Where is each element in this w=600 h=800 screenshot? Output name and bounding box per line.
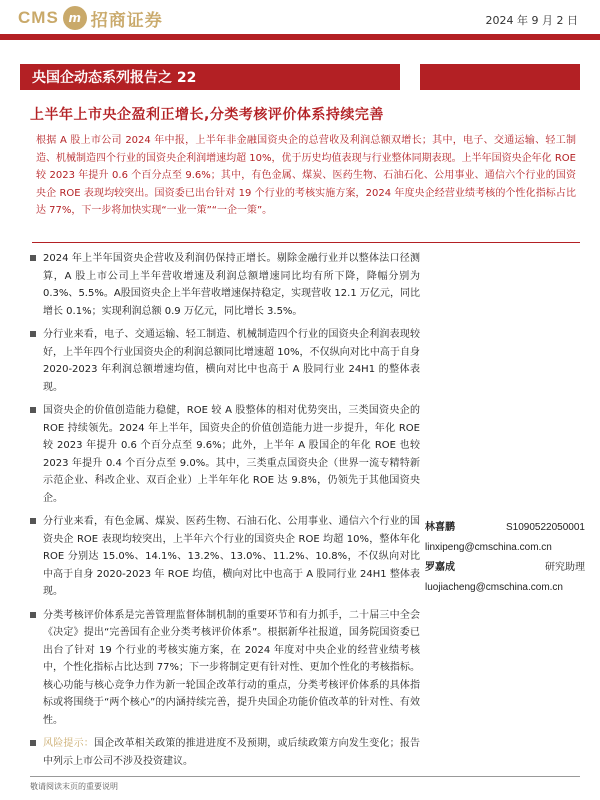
bullet-item: [30, 607, 420, 730]
square-bullet-icon: [30, 740, 36, 746]
analyst-row: [425, 558, 585, 578]
bullet-item: [30, 326, 420, 396]
series-title: [20, 64, 400, 90]
bullet-text: 2024 年上半年国资央企营收及利润仍保持正增长。剔除金融行业并以整体法口径测算，A 股上市公司上半年营收增速及利润总额增速同比均有所下降，降幅分别为 0.3%、5.5%。A股国资央企上半年营收增速保持稳定，实现营收 12.1 万亿元，同比增长 0.1%；实现利润总额 0.9 万亿元，同比增长 3.5%。: [43, 253, 420, 317]
square-bullet-icon: [30, 612, 36, 618]
summary-divider: [32, 242, 580, 243]
analyst-name: 林喜鹏: [425, 522, 455, 533]
report-summary: 根据 A 股上市公司 2024 年中报，上半年非金融国资央企的总营收及利润总额双增长；其中，电子、交通运输、轻工制造、机械制造四个行业的国资央企利润增速均超 10%，优于历史均值表现与行业整体同期表现。上半年国资央企年化 ROE 较 2023 年提升 0.6 个百分点至 9.6%；其中，有色金属、煤炭、医药生物、石油石化、公用事业、通信六个行业的国资央企 ROE 表现均较突出。国资委已出台针对 19 个行业的考核实施方案，2024 年度央企经营业绩考核的个性化指标占比达 77%，下一步将加快实现“一业一策”“一企一策”。: [36, 135, 576, 216]
square-bullet-icon: [30, 407, 36, 413]
bullet-text: 分类考核评价体系是完善管理监督体制机制的重要环节和有力抓手，二十届三中全会《决定》提出“完善国有企业分类考核评价体系”。根据新华社报道，国务院国资委已出台了针对 19 个行业的考核实施方案，在 2024 年度对中央企业的经营业绩考核中，个性化指标占比达到 77%；下一步将制定更有针对性、更加个性化的考核指标。核心功能与核心竞争力作为新一轮国企改革行动的重点，分类考核评价体系的具体指标或将围绕于“两个核心”的内涵持续完善，提升央国企功能价值改革的针对性、有效性。: [43, 609, 420, 726]
square-bullet-icon: [30, 255, 36, 261]
risk-warning-title: 风险提示：: [43, 738, 94, 749]
analyst-name: 罗嘉成: [425, 562, 455, 573]
analyst-row: [425, 518, 585, 538]
analyst-panel: [425, 518, 585, 598]
bullet-text: 分行业来看，电子、交通运输、轻工制造、机械制造四个行业的国资央企利润表现较好，上半年四个行业国资央企的利润总额同比增速超 10%，不仅纵向对比中高于自身 2020-2023 年利润总额增速均值，横向对比中也高于 A 股同行业 24H1 的整体表现。: [43, 329, 420, 393]
risk-warning-text: 国企改革相关政策的推进进度不及预期，或后续政策方向发生变化；报告中列示上市公司不涉及投资建议。: [43, 738, 421, 767]
footer-note: 敬请阅读末页的重要说明: [30, 782, 118, 791]
report-date: 2024 年 9 月 2 日: [485, 14, 578, 27]
company-logo: [18, 2, 163, 34]
square-bullet-icon: [30, 331, 36, 337]
report-headline: 上半年上市央企盈利正增长,分类考核评价体系持续完善: [30, 107, 384, 123]
bullet-text: 分行业来看，有色金属、煤炭、医药生物、石油石化、公用事业、通信六个行业的国资央企 ROE 表现均较突出，上半年六个行业的国资央企 ROE 均超 10%，整体年化 ROE 分别达 15.0%、14.1%、13.2%、13.0%、11.2%、10.8%，不仅纵向对比中高于自身 2020-2023 年 ROE 均值，横向对比中也高于 A 股同行业 24H1 整体表现。: [43, 516, 420, 597]
bullet-item: [30, 402, 420, 507]
analyst-email[interactable]: luojiacheng@cmschina.com.cn: [425, 582, 563, 593]
bullet-item: [30, 250, 420, 320]
bullet-item: [30, 513, 420, 601]
risk-warning: [30, 735, 420, 770]
series-bar-right: [420, 64, 580, 90]
square-bullet-icon: [30, 518, 36, 524]
logo-chinese-text: 招商证券: [90, 10, 163, 31]
bullet-list: [30, 250, 420, 776]
logo-mark-icon: m: [63, 6, 87, 30]
analyst-role: 研究助理: [545, 562, 585, 573]
analyst-certificate: S1090522050001: [506, 522, 585, 533]
bullet-text: 国资央企的价值创造能力稳健，ROE 较 A 股整体的相对优势突出，三类国资央企的 ROE 持续领先。2024 年上半年，国资央企的价值创造能力进一步提升，年化 ROE 较 2023 年提升 0.6 个百分点至 9.6%；此外，上半年 A 股国企的年化 ROE 也较 2023 年提升 0.4 个百分点至 9.0%。其中，三类重点国资央企（世界一流专精特新示范企业、科改企业、双百企业）上半年年化 ROE 达 9.8%，仍领先于其他国资央企。: [43, 405, 420, 504]
footer-divider: [30, 776, 580, 777]
analyst-email[interactable]: linxipeng@cmschina.com.cn: [425, 542, 552, 553]
logo-cms-text: CMS: [18, 8, 59, 27]
header-red-band: [0, 34, 600, 40]
series-title-text: 央国企动态系列报告之 22: [32, 70, 197, 86]
